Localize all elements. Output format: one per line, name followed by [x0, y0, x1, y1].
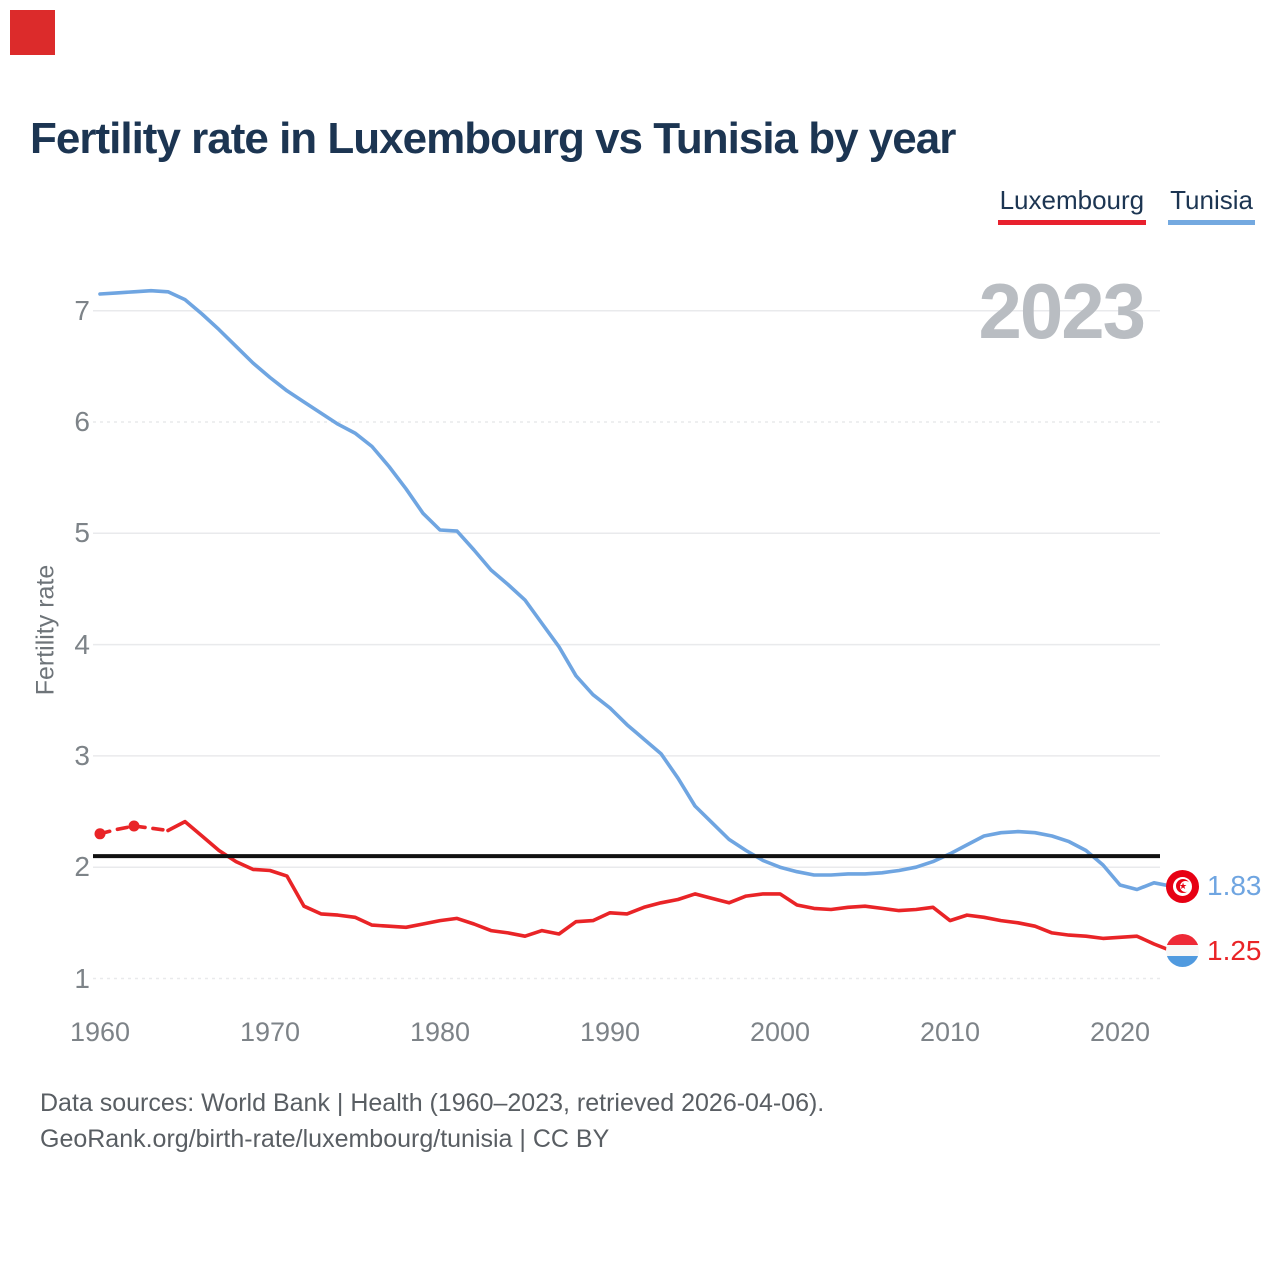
luxembourg-flag-icon — [1166, 934, 1199, 967]
x-tick-1990: 1990 — [579, 1017, 641, 1047]
tunisia-end-value: 1.83 — [1207, 870, 1262, 902]
y-tick-5: 5 — [74, 517, 90, 549]
tunisia-flag-icon: ★ — [1166, 870, 1199, 903]
y-tick-7: 7 — [74, 294, 90, 326]
legend-item-luxembourg[interactable]: Luxembourg — [998, 185, 1147, 225]
y-axis-title: Fertility rate — [31, 564, 60, 696]
x-tick-2020: 2020 — [1089, 1017, 1151, 1047]
luxembourg-point-1962 — [129, 821, 140, 832]
x-tick-1970: 1970 — [239, 1017, 301, 1047]
end-label-luxembourg — [1166, 934, 1262, 968]
y-tick-3: 3 — [74, 739, 90, 771]
data-source-line: Data sources: World Bank | Health (1960–2023, retrieved 2026-04-06). — [40, 1089, 825, 1117]
y-tick-1: 1 — [74, 962, 90, 994]
luxembourg-end-value: 1.25 — [1207, 934, 1262, 966]
x-tick-2000: 2000 — [749, 1017, 811, 1047]
x-tick-1980: 1980 — [409, 1017, 471, 1047]
luxembourg-line — [168, 822, 1171, 951]
luxembourg-point-1960 — [95, 828, 106, 839]
tunisia-line — [100, 291, 1171, 890]
end-label-tunisia — [1166, 869, 1262, 903]
y-tick-6: 6 — [74, 406, 90, 437]
legend — [998, 185, 1255, 225]
x-tick-2010: 2010 — [919, 1017, 981, 1047]
credit-url-line: GeoRank.org/birth-rate/luxembourg/tunisia | CC BY — [40, 1125, 610, 1153]
y-tick-4: 4 — [74, 628, 90, 660]
source-attribution — [40, 1085, 824, 1157]
x-tick-1960: 1960 — [69, 1017, 131, 1047]
legend-item-tunisia[interactable]: Tunisia — [1168, 185, 1255, 225]
year-watermark: 2023 — [978, 267, 1144, 355]
y-tick-2: 2 — [74, 851, 90, 883]
page-title: Fertility rate in Luxembourg vs Tunisia by year — [30, 114, 956, 163]
